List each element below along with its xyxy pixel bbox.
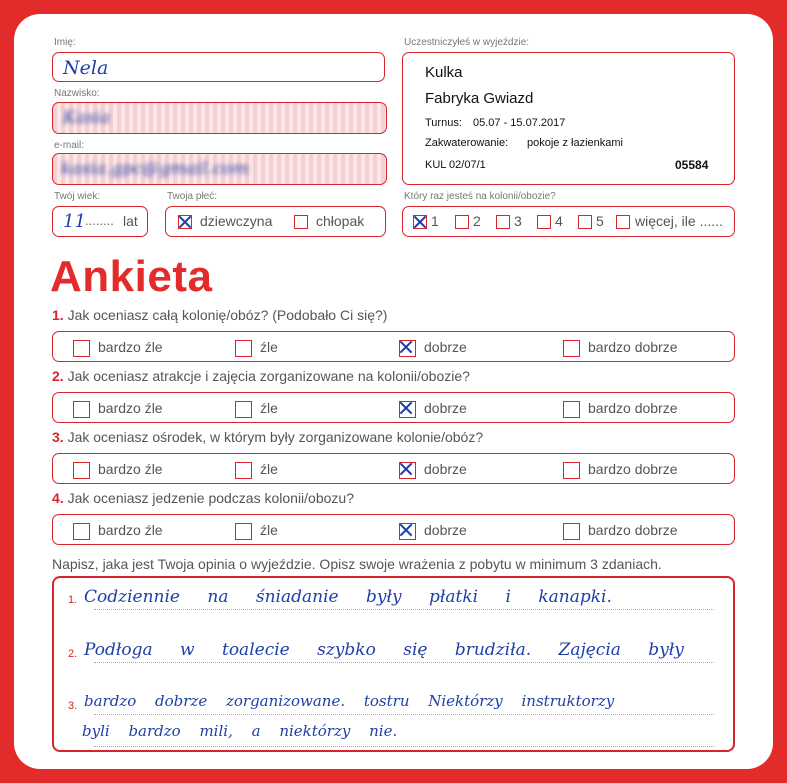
trip-line1: Kulka — [425, 64, 463, 81]
times-more-checkbox[interactable] — [616, 215, 630, 229]
times-more-label: więcej, ile ...... — [635, 213, 723, 229]
answer-checkbox-2[interactable] — [235, 340, 252, 357]
chlopak-label: chłopak — [316, 213, 365, 229]
turnus-value: 05.07 - 15.07.2017 — [473, 117, 566, 129]
opinion-num-2: 2. — [68, 648, 78, 660]
times-3-label: 3 — [514, 213, 522, 229]
imie-field[interactable] — [52, 52, 385, 82]
imie-value: Nela — [63, 57, 109, 79]
chlopak-checkbox[interactable] — [294, 215, 308, 229]
times-2-checkbox[interactable] — [455, 215, 469, 229]
times-5-label: 5 — [596, 213, 604, 229]
nazwisko-field[interactable] — [52, 102, 387, 134]
question-number: 4. — [52, 490, 64, 506]
answer-row-1 — [52, 331, 735, 362]
answer-label-3: dobrze — [424, 461, 467, 477]
email-label: e-mail: — [54, 140, 85, 151]
answer-checkbox-2[interactable] — [235, 462, 252, 479]
answer-checkbox-4[interactable] — [563, 462, 580, 479]
answer-label-3: dobrze — [424, 339, 467, 355]
trip-number: 05584 — [675, 158, 709, 172]
times-4-checkbox[interactable] — [537, 215, 551, 229]
trip-code: KUL 02/07/1 — [425, 159, 486, 171]
question-1 — [52, 307, 387, 323]
times-1-label: 1 — [431, 213, 439, 229]
answer-row-2 — [52, 392, 735, 423]
answer-checkbox-3[interactable] — [399, 462, 416, 479]
plec-field — [165, 206, 386, 237]
times-1-checkbox[interactable] — [413, 215, 427, 229]
opinion-box[interactable] — [52, 576, 735, 752]
times-label: Który raz jesteś na kolonii/obozie? — [404, 191, 556, 202]
times-5-checkbox[interactable] — [578, 215, 592, 229]
answer-row-3 — [52, 453, 735, 484]
answer-checkbox-2[interactable] — [235, 523, 252, 540]
opinion-line-1: Codziennie na śniadanie były płatki i kanapki. — [84, 587, 612, 607]
answer-checkbox-4[interactable] — [563, 340, 580, 357]
answer-checkbox-4[interactable] — [563, 401, 580, 418]
question-text: Jak oceniasz atrakcje i zajęcia zorganizowane na kolonii/obozie? — [67, 368, 470, 384]
answer-label-2: źle — [260, 400, 278, 416]
answer-checkbox-2[interactable] — [235, 401, 252, 418]
opinion-line-3: bardzo dobrze zorganizowane. tostru Niektórzy instruktorzy — [84, 692, 615, 710]
imie-label: Imię: — [54, 37, 76, 48]
question-text: Jak oceniasz całą kolonię/obóz? (Podobało Ci się?) — [67, 307, 388, 323]
nazwisko-label: Nazwisko: — [54, 88, 100, 99]
answer-checkbox-3[interactable] — [399, 340, 416, 357]
trip-box — [402, 52, 735, 185]
opinion-num-3: 3. — [68, 700, 78, 712]
question-3 — [52, 429, 483, 445]
opinion-num-1: 1. — [68, 594, 78, 606]
question-number: 1. — [52, 307, 64, 323]
answer-label-2: źle — [260, 339, 278, 355]
trip-line2: Fabryka Gwiazd — [425, 90, 534, 107]
zakw-label: Zakwaterowanie: — [425, 137, 509, 149]
answer-label-1: bardzo źle — [98, 461, 163, 477]
answer-checkbox-1[interactable] — [73, 340, 90, 357]
page-title: Ankieta — [50, 252, 213, 301]
answer-checkbox-1[interactable] — [73, 401, 90, 418]
times-2-label: 2 — [473, 213, 481, 229]
email-value: kasia.gpc@gmail.com — [61, 159, 249, 179]
dziewczyna-checkbox[interactable] — [178, 215, 192, 229]
question-4 — [52, 490, 354, 506]
question-number: 2. — [52, 368, 64, 384]
answer-label-1: bardzo źle — [98, 400, 163, 416]
question-text: Jak oceniasz ośrodek, w którym były zorganizowane kolonie/obóz? — [67, 429, 484, 445]
answer-label-3: dobrze — [424, 400, 467, 416]
opinion-line-4: byli bardzo mili, a niektórzy nie. — [82, 722, 398, 740]
answer-label-1: bardzo źle — [98, 339, 163, 355]
times-3-checkbox[interactable] — [496, 215, 510, 229]
email-field[interactable] — [52, 153, 387, 185]
answer-label-4: bardzo dobrze — [588, 522, 678, 538]
opinion-line-2: Podłoga w toalecie szybko się brudziła. Zajęcia były — [84, 640, 684, 660]
question-text: Jak oceniasz jedzenie podczas kolonii/obozu? — [67, 490, 354, 506]
nazwisko-value: Kasia — [63, 108, 111, 128]
answer-label-1: bardzo źle — [98, 522, 163, 538]
question-number: 3. — [52, 429, 64, 445]
trip-label: Uczestniczyłeś w wyjeździe: — [404, 37, 530, 48]
wiek-label: Twój wiek: — [54, 191, 101, 202]
zakw-value: pokoje z łazienkami — [527, 137, 623, 149]
answer-label-3: dobrze — [424, 522, 467, 538]
answer-checkbox-1[interactable] — [73, 523, 90, 540]
answer-label-4: bardzo dobrze — [588, 461, 678, 477]
answer-checkbox-1[interactable] — [73, 462, 90, 479]
wiek-unit: lat — [123, 213, 138, 229]
wiek-value: 11 — [63, 211, 86, 232]
wiek-dots: ........ — [85, 213, 114, 228]
dziewczyna-label: dziewczyna — [200, 213, 273, 229]
opinion-prompt: Napisz, jaka jest Twoja opinia o wyjeździe. Opisz swoje wrażenia z pobytu w minimum 3 zdaniach. — [52, 556, 662, 572]
times-field — [402, 206, 735, 237]
answer-checkbox-3[interactable] — [399, 401, 416, 418]
answer-label-2: źle — [260, 461, 278, 477]
plec-label: Twoja płeć: — [167, 191, 218, 202]
answer-checkbox-3[interactable] — [399, 523, 416, 540]
answer-label-4: bardzo dobrze — [588, 339, 678, 355]
wiek-field[interactable] — [52, 206, 148, 237]
turnus-label: Turnus: — [425, 117, 462, 129]
answer-checkbox-4[interactable] — [563, 523, 580, 540]
answer-row-4 — [52, 514, 735, 545]
question-2 — [52, 368, 470, 384]
answer-label-4: bardzo dobrze — [588, 400, 678, 416]
answer-label-2: źle — [260, 522, 278, 538]
times-4-label: 4 — [555, 213, 563, 229]
